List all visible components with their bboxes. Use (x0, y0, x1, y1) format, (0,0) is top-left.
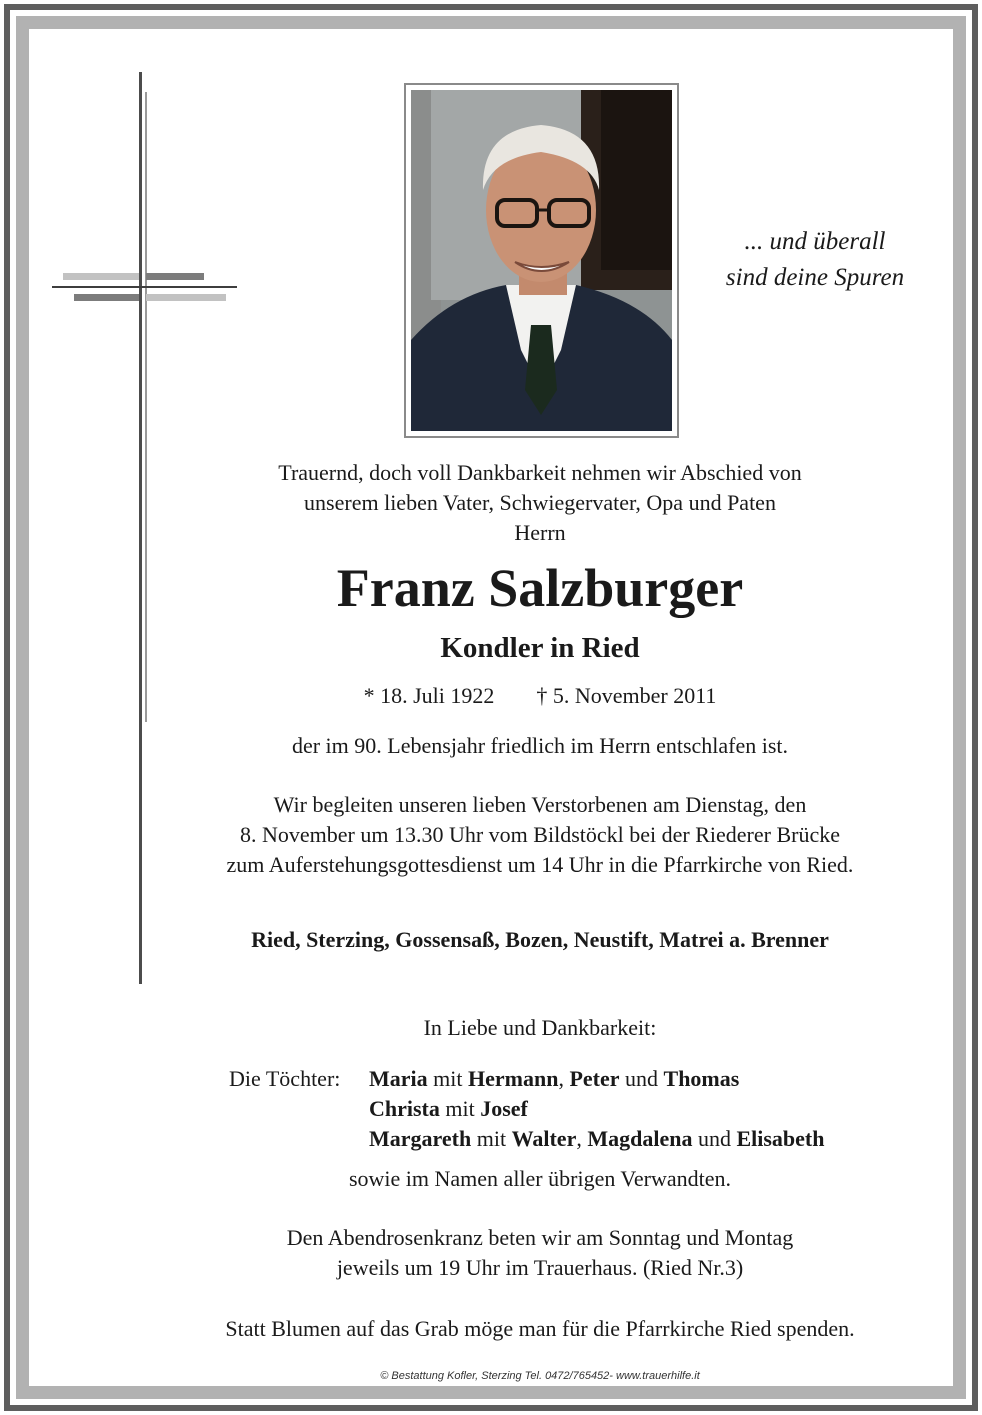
funeral-line: Wir begleiten unseren lieben Verstorbenen am Dienstag, den (273, 792, 807, 817)
deceased-house-name: Kondler in Ried (440, 632, 640, 664)
deceased-name: Franz Salzburger (336, 558, 744, 618)
family-names: Maria mit Hermann, Peter und Thomas (369, 1066, 740, 1091)
birth-date: * 18. Juli 1922 (363, 683, 495, 708)
cross-accent-bar (146, 273, 204, 280)
portrait-photo (411, 90, 672, 431)
cross-accent-bar (146, 294, 226, 301)
rosary-text (150, 1223, 930, 1283)
funeral-text (150, 790, 930, 880)
quote-line: ... und überall (744, 228, 886, 255)
family-names: Margareth mit Walter, Magdalena und Elisabeth (369, 1126, 825, 1151)
relatives-text: sowie im Namen aller übrigen Verwandten. (348, 1166, 732, 1191)
cross-horizontal-bar (52, 286, 237, 288)
rosary-line: jeweils um 19 Uhr im Trauerhaus. (Ried Nr.3) (336, 1255, 744, 1280)
in-love-heading: In Liebe und Dankbarkeit: (423, 1015, 657, 1040)
funeral-line: 8. November um 13.30 Uhr vom Bildstöckl bei der Riederer Brücke (240, 822, 840, 847)
life-dates (150, 680, 930, 712)
passing-text: der im 90. Lebensjahr friedlich im Herrn entschlafen ist. (291, 733, 789, 758)
places-list: Ried, Sterzing, Gossensaß, Bozen, Neustift, Matrei a. Brenner (251, 927, 829, 952)
quote (690, 224, 940, 296)
quote-line: sind deine Spuren (725, 264, 905, 291)
cross-accent-bar (63, 273, 139, 280)
death-date: † 5. November 2011 (536, 683, 717, 708)
cross-vertical-bar (139, 72, 142, 984)
intro-text (150, 458, 930, 548)
cross-vertical-shadow (145, 92, 147, 722)
funeral-line: zum Auferstehungsgottesdienst um 14 Uhr in die Pfarrkirche von Ried. (226, 852, 854, 877)
cross-accent-bar (74, 294, 139, 301)
flowers-text: Statt Blumen auf das Grab möge man für die Pfarrkirche Ried spenden. (225, 1316, 855, 1341)
family-names: Christa mit Josef (369, 1096, 528, 1121)
footer-credit: © Bestattung Kofler, Sterzing Tel. 0472/765452- www.trauerhilfe.it (380, 1370, 700, 1382)
family-label: Die Töchter: (229, 1066, 341, 1091)
intro-line: Herrn (514, 520, 566, 545)
rosary-line: Den Abendrosenkranz beten wir am Sonntag und Montag (286, 1225, 794, 1250)
intro-line: Trauernd, doch voll Dankbarkeit nehmen wir Abschied von (278, 460, 802, 485)
portrait-photo-frame (404, 83, 679, 438)
intro-line: unserem lieben Vater, Schwiegervater, Opa und Paten (304, 490, 776, 515)
